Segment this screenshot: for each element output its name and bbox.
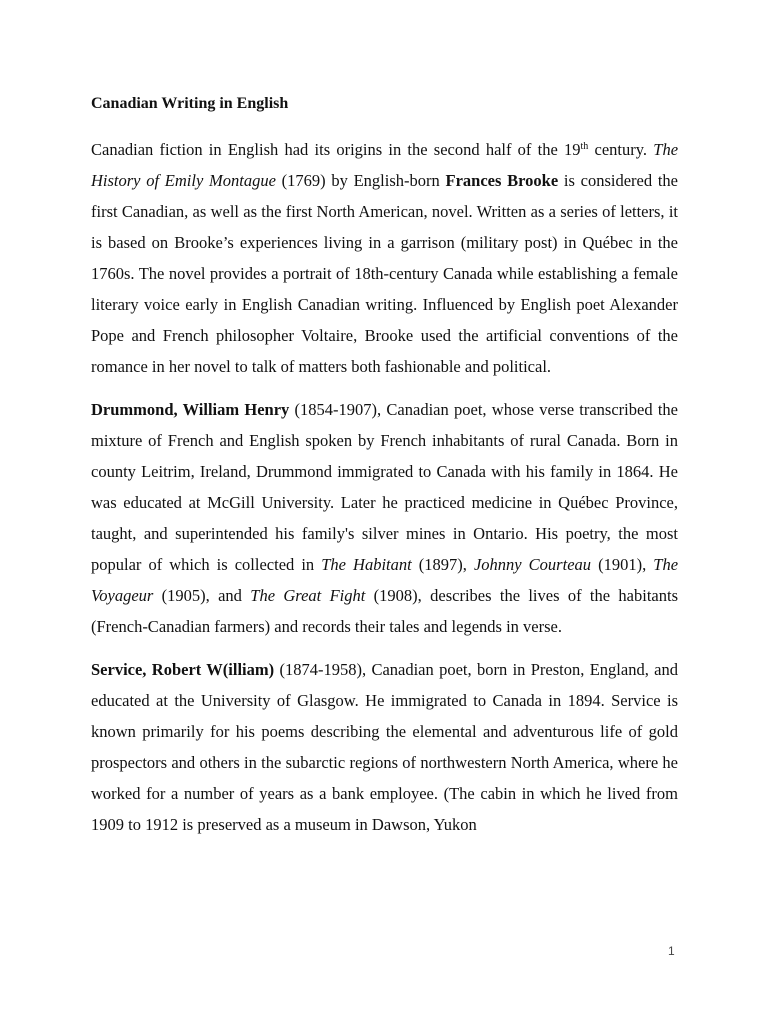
italic-title: The Great Fight [250,586,366,605]
document-page [91,92,678,852]
italic-title: Johnny Courteau [473,555,592,574]
italic-title: The Habitant [321,555,412,574]
document-title: Canadian Writing in English [91,95,289,112]
text-run: Canadian fiction in English had its origins in the second half of the 19 [91,140,581,159]
text-run: (1769) by English-born [275,171,446,190]
text-run: (1874-1958), Canadian poet, born in Preston, England, and educated at the University of Glasgow. He immigrated to Canada in 1894. Service is known primarily for his poems describing the elemental and adventurous life of gold prospectors and others in the subarctic regions of northwestern North America, where he worked for a number of years as a bank employee. (The cabin in which he lived from 1909 to 1912 is preserved as a museum in Dawson, Yukon [91,660,679,834]
italic-title: The History of Emily Montague [91,140,679,190]
italic-title: The Voyageur [91,555,679,605]
bold-name: Service, Robert W(illiam) [91,660,275,679]
paragraph-drummond [91,394,678,642]
text-run: (1897), [411,555,474,574]
superscript: th [580,141,589,152]
paragraph-service [91,654,678,840]
text-run: is considered the first Canadian, as well as the first North American, novel. Written as a series of letters, it is based on Brooke’s experiences living in a garrison (military post) in Québec in the 1760s. The novel provides a portrait of 18th-century Canada while establishing a female literary voice early in English Canadian writing. Influenced by English poet Alexander Pope and French philosopher Voltaire, Brooke used the artificial conventions of the romance in her novel to talk of matters both fashionable and political. [91,171,678,376]
text-run: (1901), [591,555,654,574]
page-number: 1 [668,944,675,958]
bold-name: Frances Brooke [445,171,559,190]
text-run: (1905), and [153,586,251,605]
text-run: (1854-1907), Canadian poet, whose verse transcribed the mixture of French and English spoken by French inhabitants of rural Canada. Born in county Leitrim, Ireland, Drummond immigrated to Canada with his family in 1864. He was educated at McGill University. Later he practiced medicine in Québec Province, taught, and superintended his family's silver mines in Ontario. His poetry, the most popular of which is collected in [91,400,678,574]
bold-name: Drummond, William Henry [91,400,290,419]
paragraph-brooke [91,134,678,382]
text-run: (1908), describes the lives of the habitants (French-Canadian farmers) and records their tales and legends in verse. [91,586,678,636]
text-run: century. [588,140,654,159]
